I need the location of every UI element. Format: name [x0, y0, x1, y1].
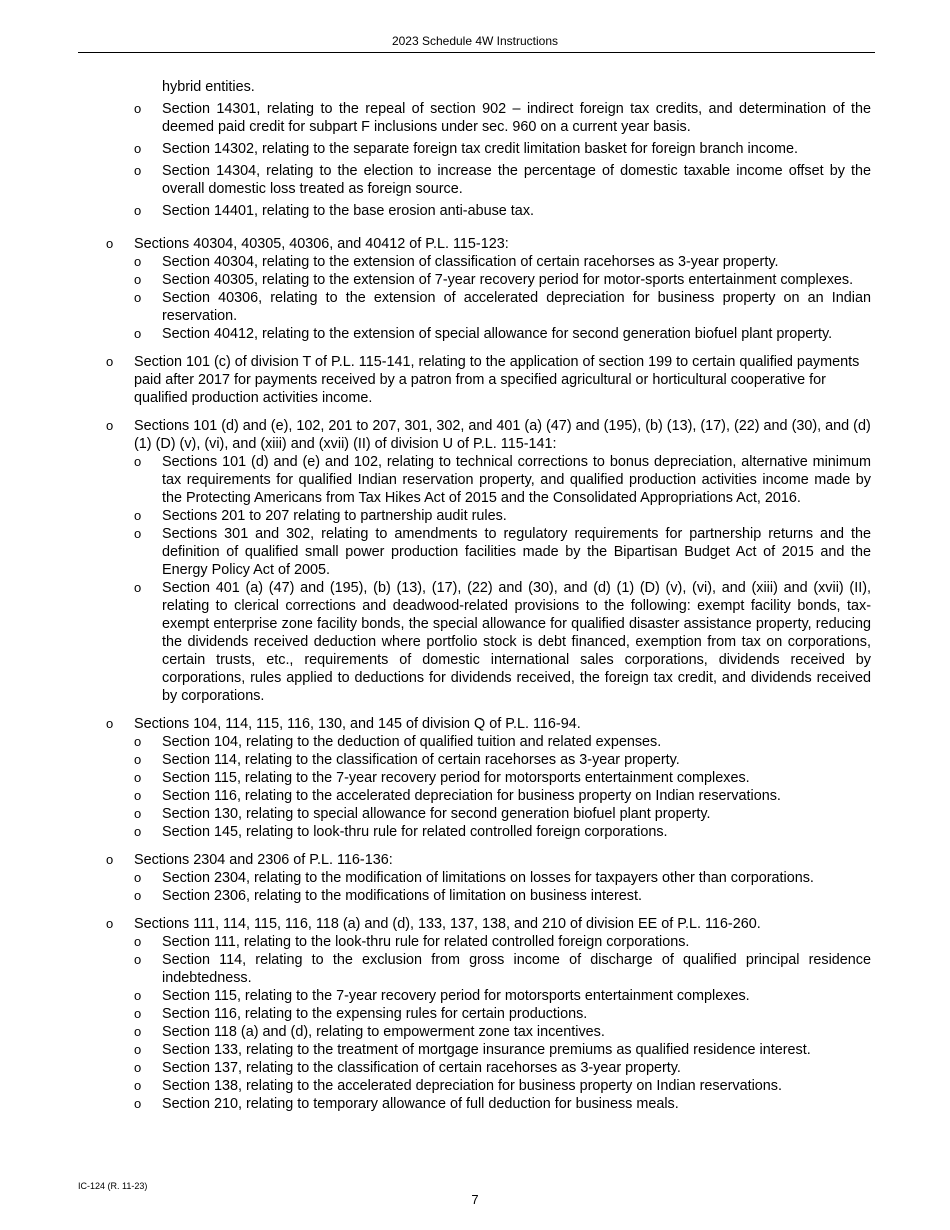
sub-list-item: [0, 733, 950, 751]
list-item-text: Section 14304, relating to the election to increase the percentage of domestic taxable income offset by the overall domestic loss treated as foreign source.: [162, 163, 871, 197]
sub-list-item: [0, 100, 950, 136]
list-item-text: Section 137, relating to the classification of certain racehorses as 3-year property.: [162, 1060, 681, 1076]
sub-list-item: [0, 869, 950, 887]
list-item-text: Section 40412, relating to the extension of special allowance for second generation biofuel plant property.: [162, 326, 833, 342]
bullet-icon: o: [134, 272, 142, 287]
bullet-icon: o: [134, 952, 142, 967]
sub-list-item: [0, 271, 950, 289]
sub-list-item: [0, 202, 950, 220]
bullet-icon: o: [134, 326, 142, 341]
list-item: [0, 417, 950, 453]
bullet-icon: o: [134, 770, 142, 785]
list-item-text: Section 130, relating to special allowance for second generation biofuel plant property.: [162, 806, 711, 822]
list-item-text: Section 40306, relating to the extension of accelerated depreciation for business property on an Indian reservation.: [162, 290, 871, 324]
bullet-icon: o: [134, 526, 142, 541]
sub-list-item: [0, 823, 950, 841]
bullet-icon: o: [134, 580, 142, 595]
sub-list-item: [0, 289, 950, 325]
list-item: [0, 715, 950, 733]
form-code: IC-124 (R. 11-23): [78, 1181, 148, 1191]
bullet-icon: o: [134, 163, 142, 178]
sub-list-item: [0, 78, 950, 96]
sub-list-item: [0, 1041, 950, 1059]
sub-list-item: [0, 751, 950, 769]
list-item-text: Section 14301, relating to the repeal of section 902 – indirect foreign tax credits, and determination of the deemed paid credit for subpart F inclusions under sec. 960 on a current year basis.: [162, 101, 871, 135]
list-item-text: Section 40305, relating to the extension of 7-year recovery period for motor-sports entertainment complexes.: [162, 272, 854, 288]
sub-list-item: [0, 579, 950, 705]
bullet-icon: o: [134, 454, 142, 469]
page-header-title: 2023 Schedule 4W Instructions: [391, 34, 559, 48]
list-item-text: hybrid entities.: [162, 79, 255, 95]
list-item-text: Section 40304, relating to the extension of classification of certain racehorses as 3-year property.: [162, 254, 779, 270]
list-item-text: Section 138, relating to the accelerated depreciation for business property on Indian reservations.: [162, 1078, 782, 1094]
list-item-text: Section 118 (a) and (d), relating to empowerment zone tax incentives.: [162, 1024, 605, 1040]
bullet-icon: o: [134, 508, 142, 523]
list-item: [0, 353, 950, 407]
sub-list-item: [0, 453, 950, 507]
list-item-text: Section 145, relating to look-thru rule for related controlled foreign corporations.: [162, 824, 668, 840]
list-item-text: Section 101 (c) of division T of P.L. 115-141, relating to the application of section 199 to certain qualified payments paid after 2017 for payments received by a patron from a specified agricultural or horticultural cooperative for qualified production activities income.: [134, 354, 860, 406]
list-item-text: Section 114, relating to the exclusion from gross income of discharge of qualified principal residence indebtedness.: [162, 952, 871, 986]
sub-list-item: [0, 140, 950, 158]
sub-list-item: [0, 507, 950, 525]
list-item-text: Sections 101 (d) and (e) and 102, relating to technical corrections to bonus depreciation, alternative minimum tax requirements for qualified Indian reservation property, and qualified production activities income made by the Protecting Americans from Tax Hikes Act of 2015 and the Consolidated Appropriations Act, 2016.: [162, 454, 871, 506]
list-item-text: Section 133, relating to the treatment of mortgage insurance premiums as qualified residence interest.: [162, 1042, 811, 1058]
sub-list-item: [0, 769, 950, 787]
bullet-icon: o: [106, 716, 114, 731]
bullet-icon: o: [134, 254, 142, 269]
sub-list-item: [0, 805, 950, 823]
bullet-icon: o: [106, 916, 114, 931]
sub-list-item: [0, 787, 950, 805]
sub-list-item: [0, 1023, 950, 1041]
list-item-text: Section 401 (a) (47) and (195), (b) (13), (17), (22) and (30), and (d) (1) (D) (v), (vi), and (xiii) and (xvii) (II), relating to clerical corrections and deadwood-related provisions to the following: exempt facility bonds, tax-exempt enterprise zone facility bonds, the special allowance for qualified disaster assistance property, reducing the dividends received deduction where portfolio stock is debt financed, exemption from tax on corporations, certain trusts, etc., requirements of domestic international sales corporations, dividends received by corporations, rules applied to deductions for dividends received, the foreign tax credit, and dividends received by corporations.: [162, 580, 871, 704]
list-item-text: Section 2306, relating to the modifications of limitation on business interest.: [162, 888, 642, 904]
page-number: 7: [471, 1192, 479, 1207]
bullet-icon: o: [134, 1096, 142, 1111]
bullet-icon: o: [134, 1060, 142, 1075]
list-item-text: Sections 104, 114, 115, 116, 130, and 145 of division Q of P.L. 116-94.: [134, 716, 581, 732]
list-item-text: Section 116, relating to the expensing rules for certain productions.: [162, 1006, 588, 1022]
bullet-icon: o: [134, 934, 142, 949]
list-item-text: Section 104, relating to the deduction of qualified tuition and related expenses.: [162, 734, 662, 750]
sub-list-item: [0, 1095, 950, 1113]
bullet-icon: o: [134, 290, 142, 305]
list-item-text: Sections 40304, 40305, 40306, and 40412 of P.L. 115-123:: [134, 236, 509, 252]
bullet-icon: o: [106, 418, 114, 433]
bullet-icon: o: [134, 101, 142, 116]
list-item-text: Section 116, relating to the accelerated depreciation for business property on Indian reservations.: [162, 788, 781, 804]
bullet-icon: o: [134, 1042, 142, 1057]
list-item-text: Sections 301 and 302, relating to amendments to regulatory requirements for partnership returns and the definition of qualified small power production facilities made by the Bipartisan Budget Act of 2015 and the Energy Policy Act of 2005.: [162, 526, 871, 578]
bullet-icon: o: [134, 788, 142, 803]
list-item-text: Section 210, relating to temporary allowance of full deduction for business meals.: [162, 1096, 679, 1112]
sub-list-item: [0, 162, 950, 198]
sub-list-item: [0, 887, 950, 905]
sub-list-item: [0, 933, 950, 951]
sub-list-item: [0, 1077, 950, 1095]
sub-list-item: [0, 525, 950, 579]
list-item-text: Section 115, relating to the 7-year recovery period for motorsports entertainment complexes.: [162, 770, 750, 786]
bullet-icon: o: [134, 1024, 142, 1039]
header-rule: [78, 52, 875, 53]
bullet-icon: o: [134, 1006, 142, 1021]
document-body: [0, 78, 950, 1113]
list-item-text: Section 115, relating to the 7-year recovery period for motorsports entertainment complexes.: [162, 988, 750, 1004]
bullet-icon: o: [134, 203, 142, 218]
list-item-text: Sections 101 (d) and (e), 102, 201 to 207, 301, 302, and 401 (a) (47) and (195), (b) (13), (17), (22) and (30), and (d) (1) (D) (v), (vi), and (xiii) and (xvii) (II) of division U of P.L. 115-141:: [134, 418, 871, 452]
sub-list-item: [0, 1005, 950, 1023]
sub-list-item: [0, 987, 950, 1005]
list-item: [0, 235, 950, 253]
list-item-text: Sections 2304 and 2306 of P.L. 116-136:: [134, 852, 393, 868]
list-item-text: Sections 201 to 207 relating to partnership audit rules.: [162, 508, 507, 524]
sub-list-item: [0, 951, 950, 987]
bullet-icon: o: [106, 852, 114, 867]
bullet-icon: o: [134, 734, 142, 749]
bullet-icon: o: [134, 806, 142, 821]
bullet-icon: o: [134, 988, 142, 1003]
bullet-icon: o: [134, 870, 142, 885]
list-item: [0, 851, 950, 869]
list-item-text: Section 2304, relating to the modification of limitations on losses for taxpayers other than corporations.: [162, 870, 814, 886]
list-item-text: Section 14401, relating to the base erosion anti-abuse tax.: [162, 203, 535, 219]
list-item: [0, 915, 950, 933]
bullet-icon: o: [134, 824, 142, 839]
bullet-icon: o: [134, 1078, 142, 1093]
list-item-text: Section 14302, relating to the separate foreign tax credit limitation basket for foreign branch income.: [162, 141, 798, 157]
bullet-icon: o: [134, 141, 142, 156]
list-item-text: Section 111, relating to the look-thru rule for related controlled foreign corporations.: [162, 934, 690, 950]
bullet-icon: o: [106, 236, 114, 251]
bullet-icon: o: [134, 888, 142, 903]
list-item-text: Section 114, relating to the classification of certain racehorses as 3-year property.: [162, 752, 680, 768]
sub-list-item: [0, 253, 950, 271]
list-item-text: Sections 111, 114, 115, 116, 118 (a) and (d), 133, 137, 138, and 210 of division EE of P.L. 116-260.: [134, 916, 761, 932]
sub-list-item: [0, 1059, 950, 1077]
sub-list-item: [0, 325, 950, 343]
bullet-icon: o: [106, 354, 114, 369]
bullet-icon: o: [134, 752, 142, 767]
